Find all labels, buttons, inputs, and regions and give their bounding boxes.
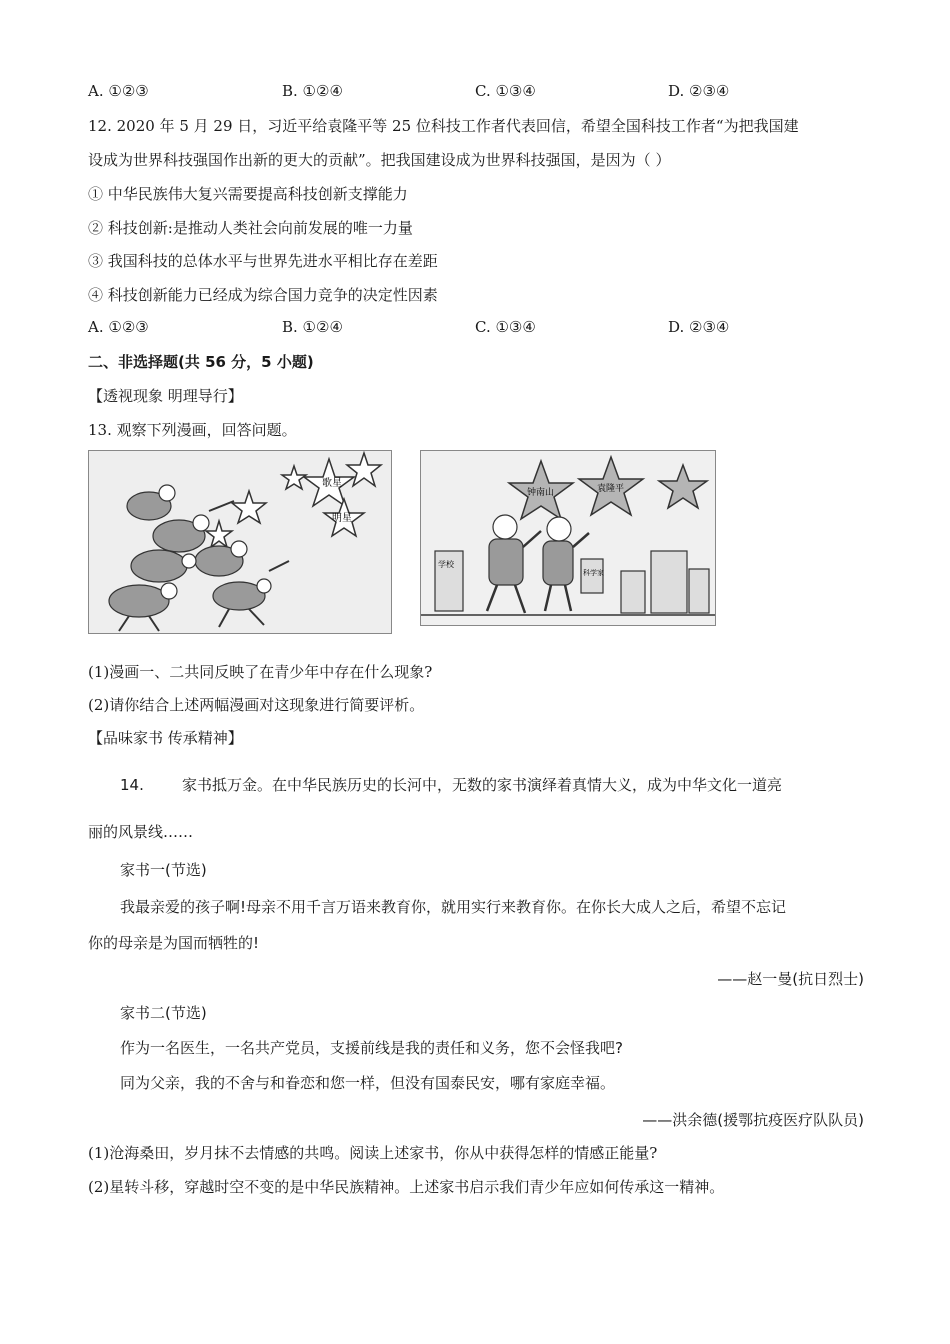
q12-option-d: D. ②③④	[668, 318, 730, 336]
cartoon1-label-star: 明星	[332, 513, 352, 524]
q13-stem: 13. 观察下列漫画，回答问题。	[88, 421, 297, 439]
q14-sub2: (2)星转斗移，穿越时空不变的是中华民族精神。上述家书启示我们青少年应如何传承这一精神。	[88, 1178, 725, 1196]
q12-stem-line1: 12. 2020 年 5 月 29 日，习近平给袁隆平等 25 位科技工作者代表回信，希望全国科技工作者“为把我国建	[88, 117, 799, 135]
letter1-line1: 我最亲爱的孩子啊!母亲不用千言万语来教育你，就用实行来教育你。在你长大成人之后，希望不忘记	[120, 898, 787, 916]
cartoon-two	[420, 450, 716, 626]
q12-item-2: ② 科技创新:是推动人类社会向前发展的唯一力量	[88, 219, 413, 237]
q14-intro-line2: 丽的风景线……	[88, 823, 194, 841]
cartoon2-sign-scientist: 科学家	[583, 569, 604, 577]
q11-option-d: D. ②③④	[668, 82, 730, 100]
cartoon-one	[88, 450, 392, 634]
q14-sub1: (1)沧海桑田，岁月抹不去情感的共鸣。阅读上述家书，你从中获得怎样的情感正能量?	[88, 1144, 658, 1162]
q12-item-1: ① 中华民族伟大复兴需要提高科技创新支撑能力	[88, 185, 408, 203]
section-heading: 二、非选择题(共 56 分，5 小题)	[88, 353, 314, 371]
q14-intro-line1: 家书抵万金。在中华民族历史的长河中，无数的家书演绎着真情大义，成为中华文化一道亮	[182, 776, 783, 794]
q14-number: 14.	[120, 776, 144, 794]
section-subheading-1: 【透视现象 明理导行】	[88, 387, 243, 405]
q11-option-c: C. ①③④	[475, 82, 536, 100]
q11-option-a: A. ①②③	[88, 82, 149, 100]
q12-item-3: ③ 我国科技的总体水平与世界先进水平相比存在差距	[88, 252, 438, 270]
q12-option-c: C. ①③④	[475, 318, 536, 336]
letter1-author: ——赵一曼(抗日烈士)	[717, 970, 864, 988]
q12-option-b: B. ①②④	[282, 318, 343, 336]
cartoon2-sign-school: 学校	[438, 560, 454, 569]
letter1-title: 家书一(节选)	[120, 861, 207, 879]
letter2-line1: 作为一名医生，一名共产党员，支援前线是我的责任和义务，您不会怪我吧?	[120, 1039, 623, 1057]
letter2-author: ——洪余德(援鄂抗疫医疗队队员)	[642, 1111, 864, 1129]
cartoon2-star-label: 钟南山	[527, 488, 555, 498]
q13-sub2: (2)请你结合上述两幅漫画对这现象进行简要评析。	[88, 696, 425, 714]
q11-option-b: B. ①②④	[282, 82, 343, 100]
letter2-title: 家书二(节选)	[120, 1004, 207, 1022]
q12-item-4: ④ 科技创新能力已经成为综合国力竞争的决定性因素	[88, 286, 438, 304]
letter1-line2: 你的母亲是为国而牺牲的!	[88, 934, 260, 952]
cartoon2-star-label: 袁隆平	[597, 484, 625, 494]
letter2-line2: 同为父亲，我的不舍与和眷恋和您一样，但没有国泰民安，哪有家庭幸福。	[120, 1074, 616, 1092]
q12-stem-line2: 设成为世界科技强国作出新的更大的贡献”。把我国建设成为世界科技强国，是因为（ ）	[88, 151, 671, 169]
section-subheading-2: 【品味家书 传承精神】	[88, 729, 243, 747]
cartoon1-label-star: 歌星	[322, 478, 342, 489]
q13-sub1: (1)漫画一、二共同反映了在青少年中存在什么现象?	[88, 663, 433, 681]
q12-option-a: A. ①②③	[88, 318, 149, 336]
